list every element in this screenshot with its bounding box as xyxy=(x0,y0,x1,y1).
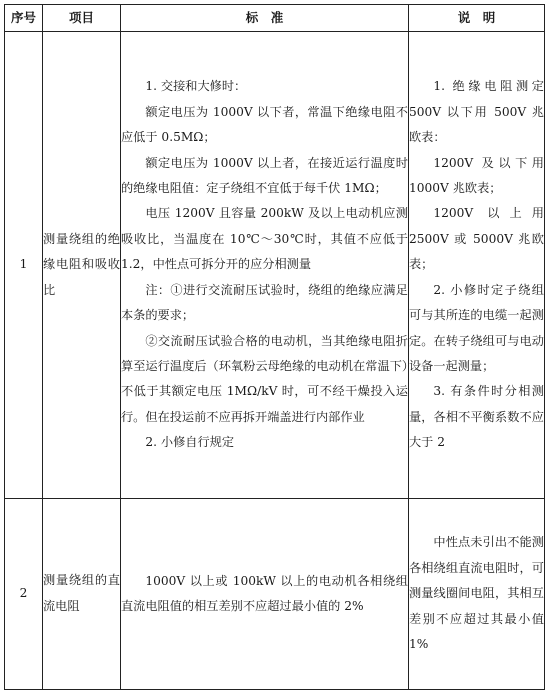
row-seq: 1 xyxy=(5,32,43,499)
standard-note-line: ②交流耐压试验合格的电动机，当其绝缘电阻折算至运行温度后（环氧粉云母绝缘的电动机在常温下）不低于其额定电压 1MΩ/kV 时，可不经干燥投入运行。但在投运前不应再拆开端盖进行内部作业 xyxy=(121,333,408,424)
table-row xyxy=(5,499,545,690)
row-standard xyxy=(121,499,409,690)
standard-note-line: 注：①进行交流耐压试验时，绕组的绝缘应满足本条的要求； xyxy=(121,282,408,323)
header-note: 说 明 xyxy=(409,5,545,32)
standard-line: 额定电压为 1000V 以下者，常温下绝缘电阻不应低于 0.5MΩ； xyxy=(121,104,408,145)
note-line: 2. 小修时定子绕组可与其所连的电缆一起测定。在转子绕组可与电动设备一起测量； xyxy=(409,282,544,373)
row-item: 测量绕组的直流电阻 xyxy=(43,499,121,690)
standard-line: 额定电压为 1000V 以上者，在接近运行温度时的绝缘电阻值：定子绕组不宜低于每千伏 1MΩ； xyxy=(121,155,408,196)
row-item: 测量绕组的绝缘电阻和吸收比 xyxy=(43,32,121,499)
note-line: 中性点未引出不能测各相绕组直流电阻时，可测量线圈间电阻，其相互差别不应超过其最小值 1% xyxy=(409,535,544,652)
standard-line: 1000V 以上或 100kW 以上的电动机各相绕组直流电阻值的相互差别不应超过最小值的 2% xyxy=(121,573,408,613)
standard-line: 2. 小修自行规定 xyxy=(145,435,235,450)
note-line: 1200V 以上用 2500V 或 5000V 兆欧表； xyxy=(409,206,544,272)
standard-line: 电压 1200V 且容量 200kW 及以上电动机应测吸收比，当温度在 10℃～30℃时，其值不应低于 1.2，中性点可拆分开的应分相测量 xyxy=(121,206,408,272)
header-seq: 序号 xyxy=(5,5,43,32)
standards-table xyxy=(4,4,545,690)
standard-line: 1. 交接和大修时： xyxy=(145,79,247,94)
row-note xyxy=(409,499,545,690)
header-standard: 标 准 xyxy=(121,5,409,32)
note-line: 1. 绝缘电阻测定 500V 以下用 500V 兆欧表： xyxy=(409,79,544,145)
row-seq: 2 xyxy=(5,499,43,690)
table-header-row xyxy=(5,5,545,32)
note-line: 3. 有条件时分相测量，各相不平衡系数不应大于 2 xyxy=(409,384,544,450)
row-standard xyxy=(121,32,409,499)
table-row xyxy=(5,32,545,499)
row-note xyxy=(409,32,545,499)
note-line: 1200V 及以下用 1000V 兆欧表； xyxy=(409,155,544,196)
header-item: 项目 xyxy=(43,5,121,32)
